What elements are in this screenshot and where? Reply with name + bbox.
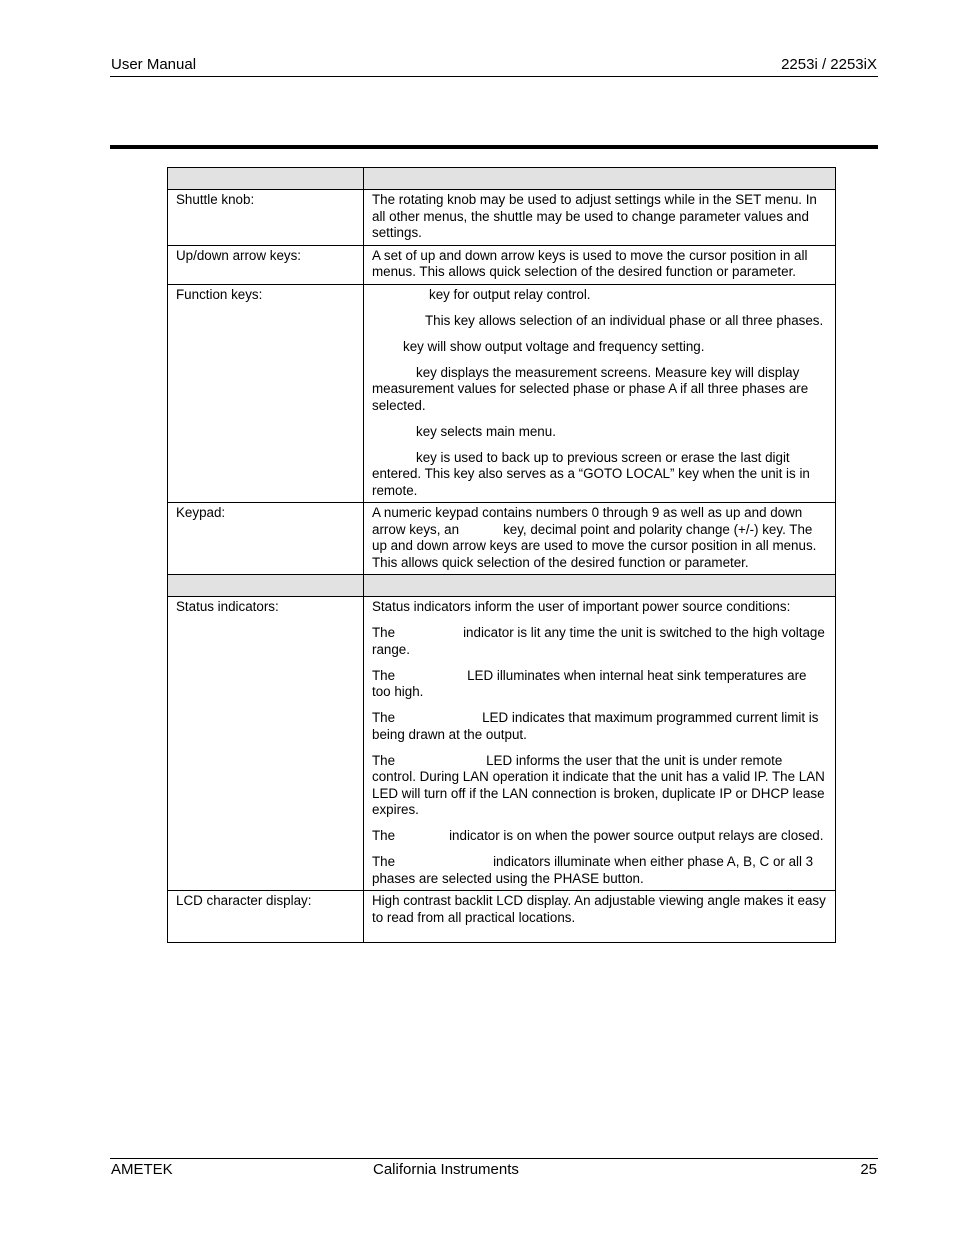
table-row [168, 190, 836, 246]
description-text [372, 828, 827, 845]
menu-key-text: key selects main menu. [416, 423, 556, 439]
row-label: Function keys: [168, 284, 364, 503]
table-row [168, 284, 836, 503]
row-description [364, 503, 836, 575]
page-number: 25 [860, 1161, 877, 1178]
description-text [372, 854, 827, 887]
description-text [372, 450, 827, 500]
footer-rule [110, 1158, 878, 1159]
header-title: User Manual [111, 56, 197, 73]
description-text [372, 365, 827, 415]
the-prefix: The [372, 667, 396, 683]
table-section-band [168, 575, 836, 597]
row-label: Status indicators: [168, 597, 364, 891]
description-text [372, 339, 827, 356]
row-label: Up/down arrow keys: [168, 245, 364, 284]
description-text [372, 668, 827, 701]
front-panel-table [167, 167, 836, 943]
the-prefix: The [372, 854, 396, 869]
row-description [364, 891, 836, 943]
description-text [372, 505, 827, 571]
footer-division: California Instruments [373, 1161, 519, 1178]
phase-key-text: This key allows selection of an individual phase or all three phases. [425, 312, 824, 328]
the-prefix: The [372, 625, 396, 640]
description-text: High contrast backlit LCD display. An adjustable viewing angle makes it easy to read from all practical locations. [372, 893, 826, 925]
section-rule [110, 145, 878, 149]
row-description [364, 190, 836, 246]
the-prefix: The [372, 828, 396, 843]
description-text [372, 287, 827, 304]
description-text [372, 313, 827, 330]
description-text: A set of up and down arrow keys is used to move the cursor position in all menus. This allows quick selection of the desired function or parameter. [372, 247, 808, 279]
description-text: Status indicators inform the user of important power source conditions: [372, 599, 791, 614]
description-text [372, 710, 827, 743]
header-rule [110, 76, 878, 77]
output-on-text: indicator is on when the power source output relays are closed. [449, 828, 824, 843]
description-text [372, 424, 827, 441]
keypad-text-start: A numeric keypad contains numbers 0 through 9 as well as up and down arrow keys, an [372, 505, 803, 537]
footer-company: AMETEK [111, 1161, 173, 1178]
the-prefix: The [372, 752, 396, 768]
back-key-text: key is used to back up to previous screen or erase the last digit entered. This key also serves as a “GOTO LOCAL” key when the unit is in remote. [372, 449, 810, 498]
keypad-text-end: key, decimal point and polarity change (+/-) key. The up and down arrow keys are used to move the cursor position in all menus. This allows quick selection of the desired function or parameter. [372, 521, 817, 570]
description-text [372, 625, 827, 658]
program-key-text: key will show output voltage and frequency setting. [403, 338, 705, 354]
header-model: 2253i / 2253iX [781, 56, 877, 73]
high-range-text: indicator is lit any time the unit is switched to the high voltage range. [372, 625, 825, 657]
row-label: Shuttle knob: [168, 190, 364, 246]
table-row [168, 891, 836, 943]
table-row [168, 503, 836, 575]
overtemp-text: LED illuminates when internal heat sink temperatures are too high. [372, 667, 807, 699]
row-description [364, 597, 836, 891]
row-description [364, 284, 836, 503]
row-description [364, 245, 836, 284]
current-limit-text: LED indicates that maximum programmed current limit is being drawn at the output. [372, 710, 819, 742]
row-label: LCD character display: [168, 891, 364, 943]
remote-text: LED informs the user that the unit is under remote control. During LAN operation it indicate that the unit has a valid IP. The LAN LED will turn off if the LAN connection is broken, duplicate IP or DHCP lease expires. [372, 752, 825, 817]
table-header-band [168, 168, 836, 190]
description-text: The rotating knob may be used to adjust settings while in the SET menu. In all other menus, the shuttle may be used to change parameter values and settings. [372, 192, 817, 240]
the-prefix: The [372, 710, 396, 725]
description-text [372, 753, 827, 819]
table-row [168, 245, 836, 284]
measure-key-text: key displays the measurement screens. Measure key will display measurement values for selected phase or phase A if all three phases are selected. [372, 364, 809, 413]
phase-indicators-text: indicators illuminate when either phase A, B, C or all 3 phases are selected using the PHASE button. [372, 854, 814, 886]
output-key-text: key for output relay control. [429, 286, 591, 302]
table-row [168, 597, 836, 891]
row-label: Keypad: [168, 503, 364, 575]
